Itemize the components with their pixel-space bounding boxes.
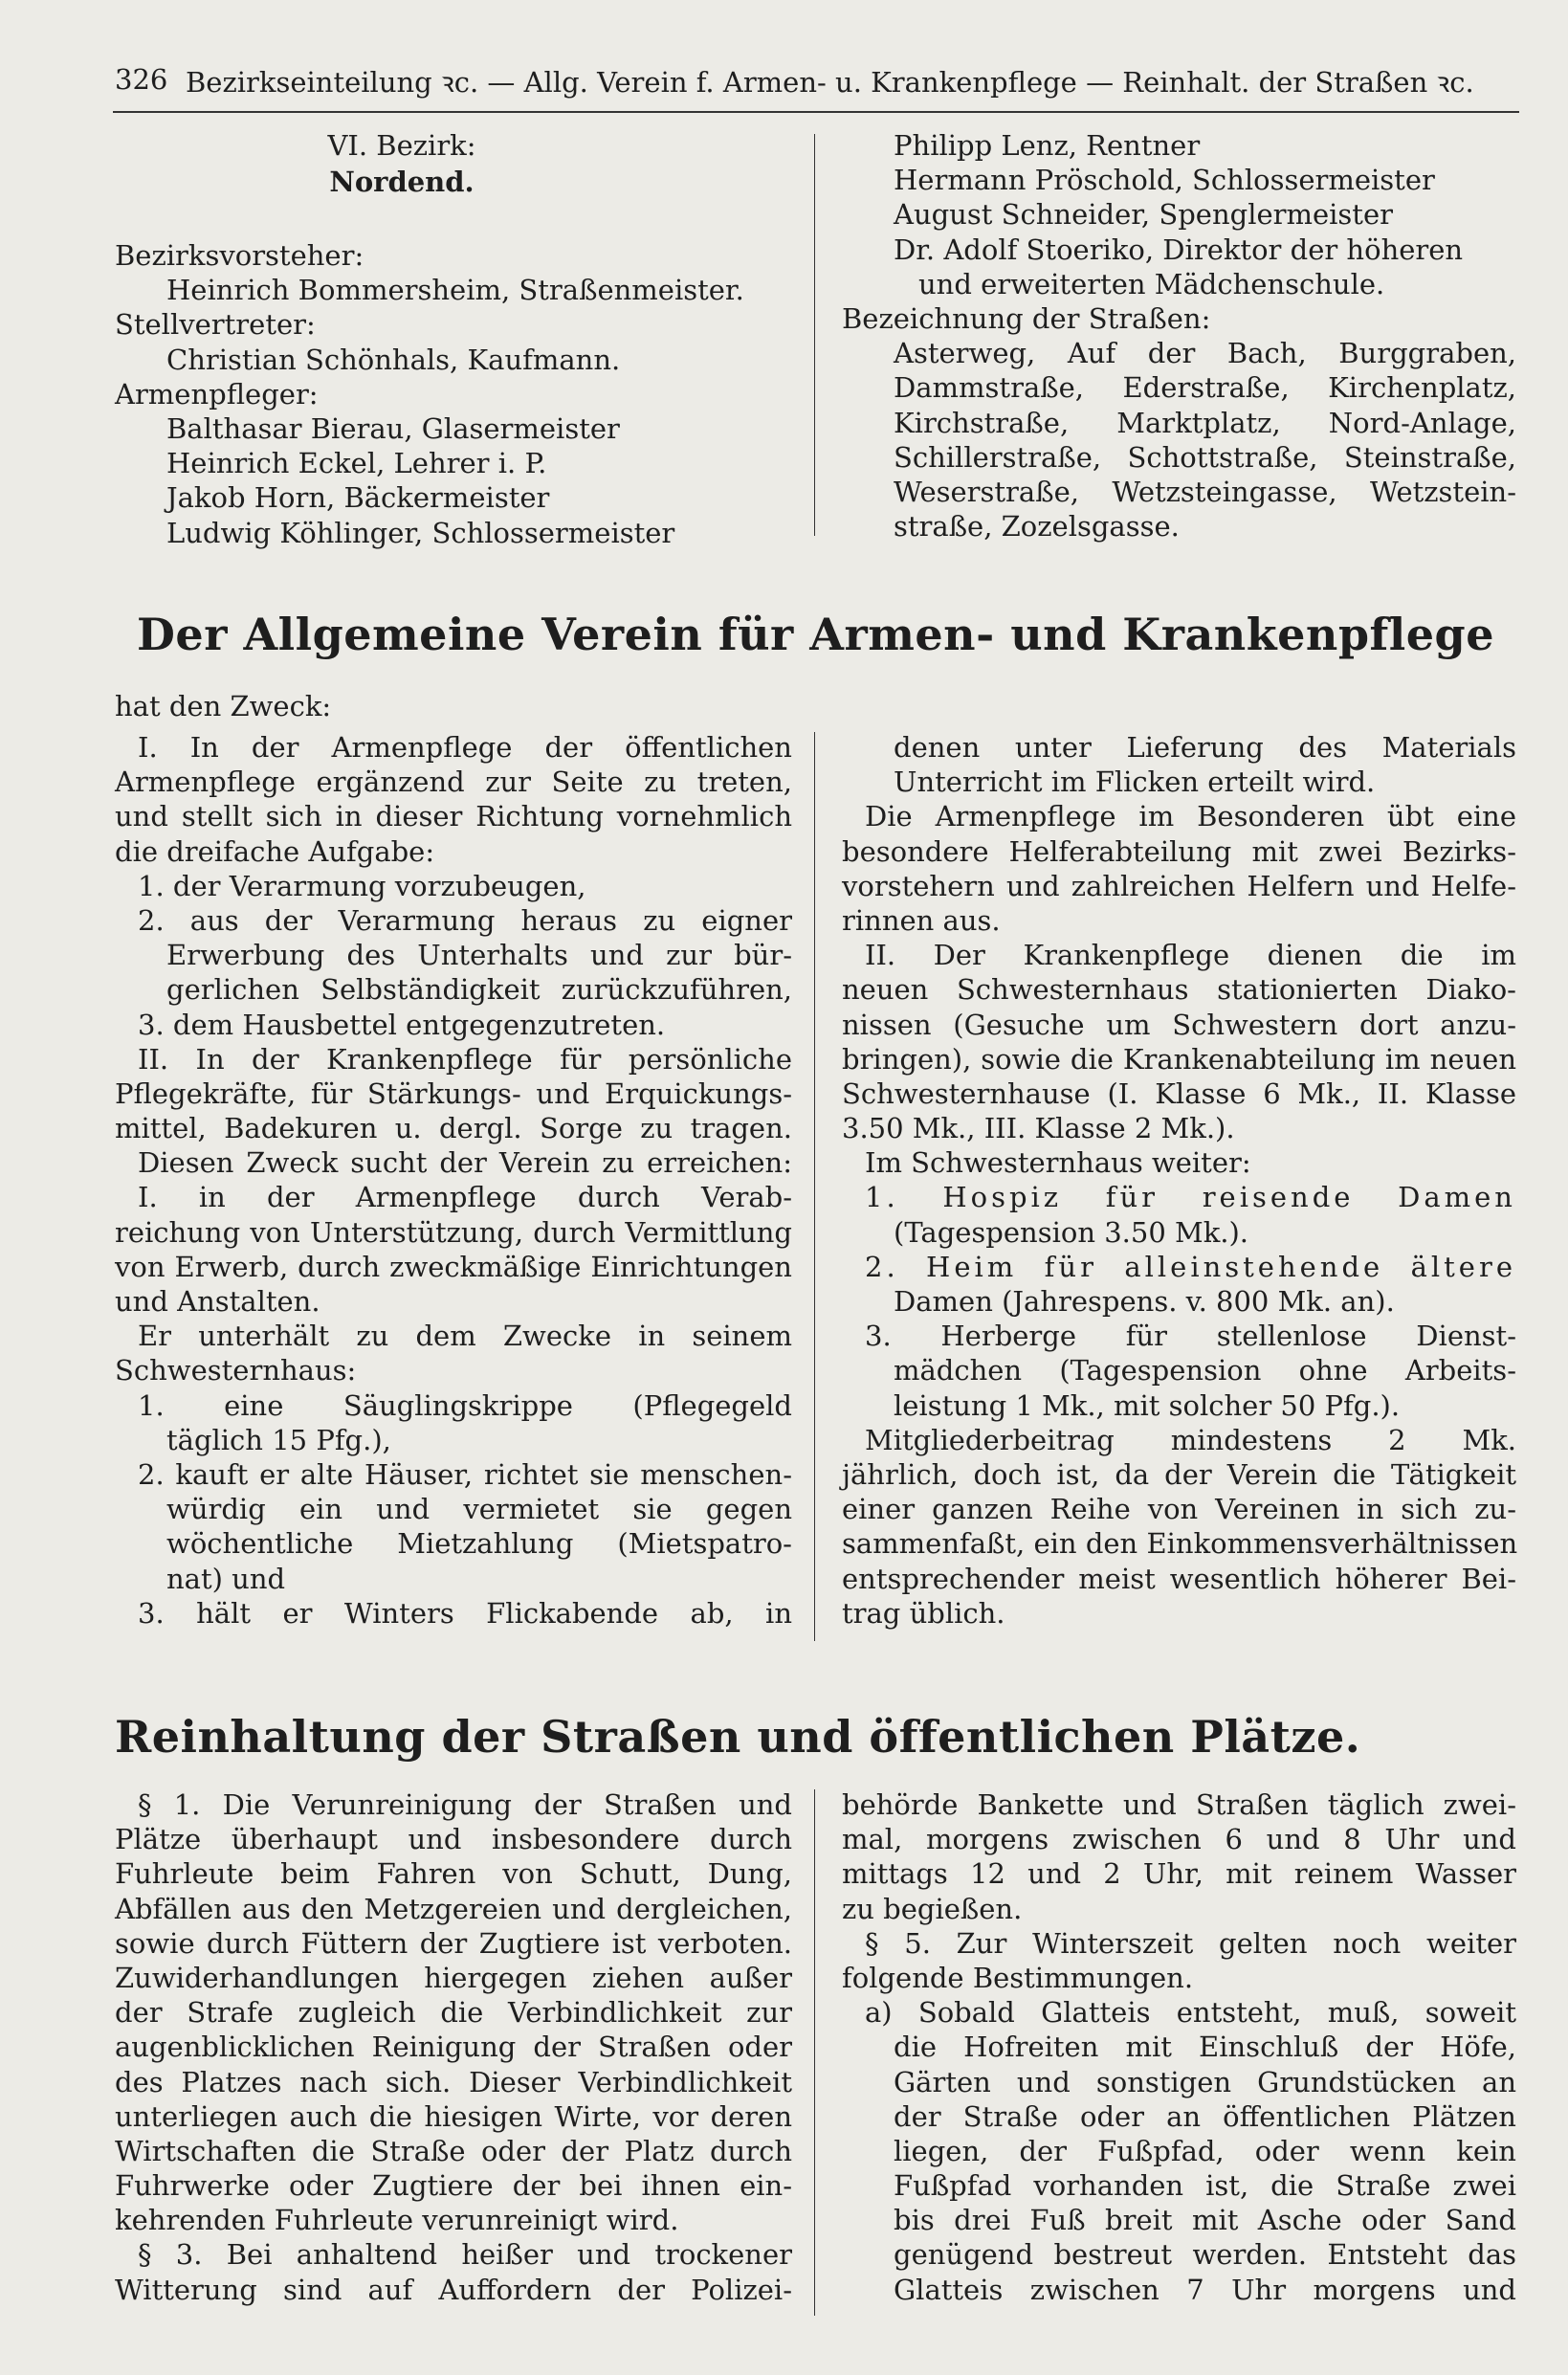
text-line: kehrenden Fuhrleute verunreinigt wird. — [115, 2204, 679, 2237]
text-line: Stellvertreter: — [115, 308, 316, 342]
verein-heading: Der Allgemeine Verein für Armen- und Krankenpflege — [137, 609, 1494, 660]
column-divider — [814, 134, 815, 536]
text-line: Jakob Horn, Bäckermeister — [166, 481, 550, 515]
text-line: Zuwiderhandlungen hiergegen ziehen außer — [115, 1961, 792, 1994]
text-line: und Anstalten. — [115, 1285, 320, 1318]
text-line: genügend bestreut werden. Entsteht das — [894, 2238, 1516, 2272]
reinhaltung-left-column — [115, 1787, 792, 2307]
text-line: zu begießen. — [842, 1892, 1023, 1925]
text-line: wöchentliche Mietzahlung (Mietspatro- — [166, 1527, 792, 1561]
text-line: 1. Hospiz für reisende Damen — [865, 1181, 1516, 1214]
text-line: entsprechender meist wesentlich höherer Bei- — [842, 1562, 1516, 1595]
text-line: Damen (Jahrespens. v. 800 Mk. an). — [894, 1285, 1395, 1318]
text-line: täglich 15 Pfg.), — [166, 1423, 391, 1456]
text-line: 3. dem Hausbettel entgegenzutreten. — [138, 1008, 666, 1041]
text-line: Bezeichnung der Straßen: — [842, 301, 1211, 335]
verein-right-column — [842, 730, 1516, 1631]
text-line: Mitgliederbeitrag mindestens 2 Mk. — [865, 1423, 1516, 1456]
page-number: 326 — [115, 63, 168, 96]
text-line: nat) und — [166, 1562, 286, 1595]
text-line: liegen, der Fußpfad, oder wenn kein — [894, 2134, 1516, 2167]
text-line: Kirchstraße, Marktplatz, Nord-Anlage, — [894, 406, 1516, 439]
text-line: mittags 12 und 2 Uhr, mit reinem Wasser — [842, 1857, 1516, 1891]
text-line: Pflegekräfte, für Stärkungs- und Erquickungs- — [115, 1077, 792, 1110]
text-line: a) Sobald Glatteis entsteht, muß, soweit — [865, 1996, 1516, 2030]
column-divider — [814, 732, 815, 1641]
text-line: Diesen Zweck sucht der Verein zu erreichen: — [138, 1146, 792, 1180]
text-line: Hermann Pröschold, Schlossermeister — [894, 164, 1435, 197]
text-line: Wirtschaften die Straße oder der Platz durch — [115, 2134, 792, 2167]
text-line: 2. kauft er alte Häuser, richtet sie menschen- — [138, 1457, 792, 1491]
text-line: sowie durch Füttern der Zugtiere ist verboten. — [115, 1926, 792, 1960]
text-line: Armenpflege ergänzend zur Seite zu treten, — [115, 766, 792, 799]
text-line: neuen Schwesternhaus stationierten Diako- — [842, 973, 1516, 1007]
text-line: nissen (Gesuche um Schwestern dort anzu- — [842, 1008, 1516, 1041]
text-line: vorstehern und zahlreichen Helfern und Helfe- — [842, 869, 1516, 902]
text-line: § 1. Die Verunreinigung der Straßen und — [138, 1788, 792, 1821]
text-line: Schwesternhaus: — [115, 1354, 357, 1387]
text-line: II. In der Krankenpflege für persönliche — [138, 1042, 792, 1076]
text-line: Dr. Adolf Stoeriko, Direktor der höheren — [894, 233, 1464, 266]
text-line: 3. hält er Winters Flickabende ab, in — [138, 1596, 792, 1630]
text-line: Gärten und sonstigen Grundstücken an — [894, 2065, 1516, 2098]
text-line: die dreifache Aufgabe: — [115, 834, 435, 868]
text-line: Fuhrwerke oder Zugtiere der bei ihnen ein- — [115, 2169, 792, 2203]
text-line: Fußpfad vorhanden ist, die Straße zwei — [894, 2169, 1516, 2203]
district-right-column — [842, 128, 1516, 544]
text-line: Heinrich Bommersheim, Straßenmeister. — [166, 274, 744, 307]
text-line: II. Der Krankenpflege dienen die im — [865, 939, 1516, 972]
verein-left-column — [115, 730, 792, 1631]
text-line: jährlich, doch ist, da der Verein die Tätigkeit — [842, 1457, 1516, 1491]
text-line: Er unterhält zu dem Zwecke in seinem — [138, 1320, 792, 1353]
text-line: 3.50 Mk., III. Klasse 2 Mk.). — [842, 1112, 1235, 1145]
district-name: Nordend. — [329, 166, 475, 198]
text-line: des Platzes nach sich. Dieser Verbindlichkeit — [115, 2065, 792, 2098]
text-line: 1. der Verarmung vorzubeugen, — [138, 869, 586, 902]
text-line: Asterweg, Auf der Bach, Burggraben, — [894, 337, 1516, 370]
text-line: 3. Herberge für stellenlose Dienst- — [865, 1320, 1516, 1353]
text-line: straße, Zozelsgasse. — [894, 510, 1180, 544]
reinhaltung-right-column — [842, 1787, 1516, 2307]
text-line: würdig ein und vermietet sie gegen — [166, 1493, 792, 1526]
text-line: von Erwerb, durch zweckmäßige Einrichtungen — [115, 1250, 792, 1283]
text-line: I. in der Armenpflege durch Verab- — [138, 1181, 792, 1214]
text-line: bis drei Fuß breit mit Asche oder Sand — [894, 2204, 1516, 2237]
text-line: der Straße oder an öffentlichen Plätzen — [894, 2099, 1516, 2133]
text-line: 1. eine Säuglingskrippe (Pflegegeld — [138, 1388, 792, 1422]
text-line: mal, morgens zwischen 6 und 8 Uhr und — [842, 1823, 1516, 1856]
text-line: Die Armenpflege im Besonderen übt eine — [865, 800, 1516, 833]
text-line: denen unter Lieferung des Materials — [894, 731, 1516, 764]
text-line: August Schneider, Spenglermeister — [894, 198, 1393, 232]
text-line: trag üblich. — [842, 1596, 1005, 1630]
text-line: besondere Helferabteilung mit zwei Bezirks- — [842, 834, 1516, 868]
text-line: Schillerstraße, Schottstraße, Steinstraße, — [894, 440, 1516, 474]
text-line: die Hofreiten mit Einschluß der Höfe, — [894, 2031, 1516, 2064]
text-line: rinnen aus. — [842, 903, 1001, 937]
text-line: Dammstraße, Ederstraße, Kirchenplatz, — [894, 371, 1516, 405]
text-line: leistung 1 Mk., mit solcher 50 Pfg.). — [894, 1388, 1401, 1422]
text-line: unterliegen auch die hiesigen Wirte, vor deren — [115, 2099, 792, 2133]
text-line: 2. Heim für alleinstehende ältere — [865, 1250, 1516, 1283]
text-line: 2. aus der Verarmung heraus zu eigner — [138, 903, 792, 937]
text-line: der Strafe zugleich die Verbindlichkeit zur — [115, 1996, 792, 2030]
text-line: folgende Bestimmungen. — [842, 1961, 1194, 1994]
verein-intro: hat den Zweck: — [115, 690, 332, 722]
text-line: Schwesternhause (I. Klasse 6 Mk., II. Klasse — [842, 1077, 1516, 1110]
text-line: Armenpfleger: — [115, 377, 319, 411]
text-line: Fuhrleute beim Fahren von Schutt, Dung, — [115, 1857, 792, 1891]
text-line: § 3. Bei anhaltend heißer und trockener — [138, 2238, 792, 2272]
text-line: augenblicklichen Reinigung der Straßen oder — [115, 2031, 792, 2064]
text-line: bringen), sowie die Krankenabteilung im neuen — [842, 1042, 1516, 1076]
district-title: VI. Bezirk: — [327, 129, 476, 162]
text-line: I. In der Armenpflege der öffentlichen — [138, 731, 792, 764]
text-line: Weserstraße, Wetzsteingasse, Wetzstein- — [894, 475, 1516, 508]
text-line: Erwerbung des Unterhalts und zur bür- — [166, 939, 792, 972]
text-line: gerlichen Selbständigkeit zurückzuführen, — [166, 973, 792, 1007]
text-line: mädchen (Tagespension ohne Arbeits- — [894, 1354, 1516, 1387]
text-line: Abfällen aus den Metzgereien und dergleichen, — [115, 1892, 792, 1925]
text-line: (Tagespension 3.50 Mk.). — [894, 1215, 1249, 1249]
text-line: Philipp Lenz, Rentner — [894, 129, 1201, 162]
text-line: Ludwig Köhlinger, Schlossermeister — [166, 516, 675, 549]
text-line: Bezirksvorsteher: — [115, 239, 364, 272]
column-divider — [814, 1789, 815, 2316]
text-line: und erweiterten Mädchenschule. — [918, 267, 1385, 300]
text-line: Unterricht im Flicken erteilt wird. — [894, 766, 1376, 799]
text-line: sammenfaßt, ein den Einkommensverhältnissen — [842, 1527, 1518, 1561]
text-line: Im Schwesternhaus weiter: — [865, 1146, 1251, 1180]
text-line: reichung von Unterstützung, durch Vermittlung — [115, 1215, 792, 1249]
running-title: Bezirkseinteilung ꝛc. — Allg. Verein f. Armen- u. Krankenpflege — Reinhalt. der Straßen ꝛc. — [186, 66, 1474, 99]
text-line: Heinrich Eckel, Lehrer i. P. — [166, 447, 547, 480]
text-line: behörde Bankette und Straßen täglich zwei- — [842, 1788, 1516, 1821]
text-line: Witterung sind auf Auffordern der Polizei- — [115, 2273, 792, 2306]
reinhaltung-heading: Reinhaltung der Straßen und öffentlichen Plätze. — [115, 1711, 1361, 1763]
text-line: § 5. Zur Winterszeit gelten noch weiter — [865, 1926, 1516, 1960]
text-line: Plätze überhaupt und insbesondere durch — [115, 1823, 792, 1856]
text-line: Balthasar Bierau, Glasermeister — [166, 411, 620, 445]
text-line: und stellt sich in dieser Richtung vornehmlich — [115, 800, 792, 833]
text-line: Glatteis zwischen 7 Uhr morgens und — [894, 2273, 1516, 2306]
text-line: Christian Schönhals, Kaufmann. — [166, 343, 621, 376]
text-line: mittel, Badekuren u. dergl. Sorge zu tragen. — [115, 1112, 792, 1145]
header-rule — [113, 111, 1519, 113]
district-left-column — [115, 238, 804, 550]
text-line: einer ganzen Reihe von Vereinen in sich zu- — [842, 1493, 1516, 1526]
